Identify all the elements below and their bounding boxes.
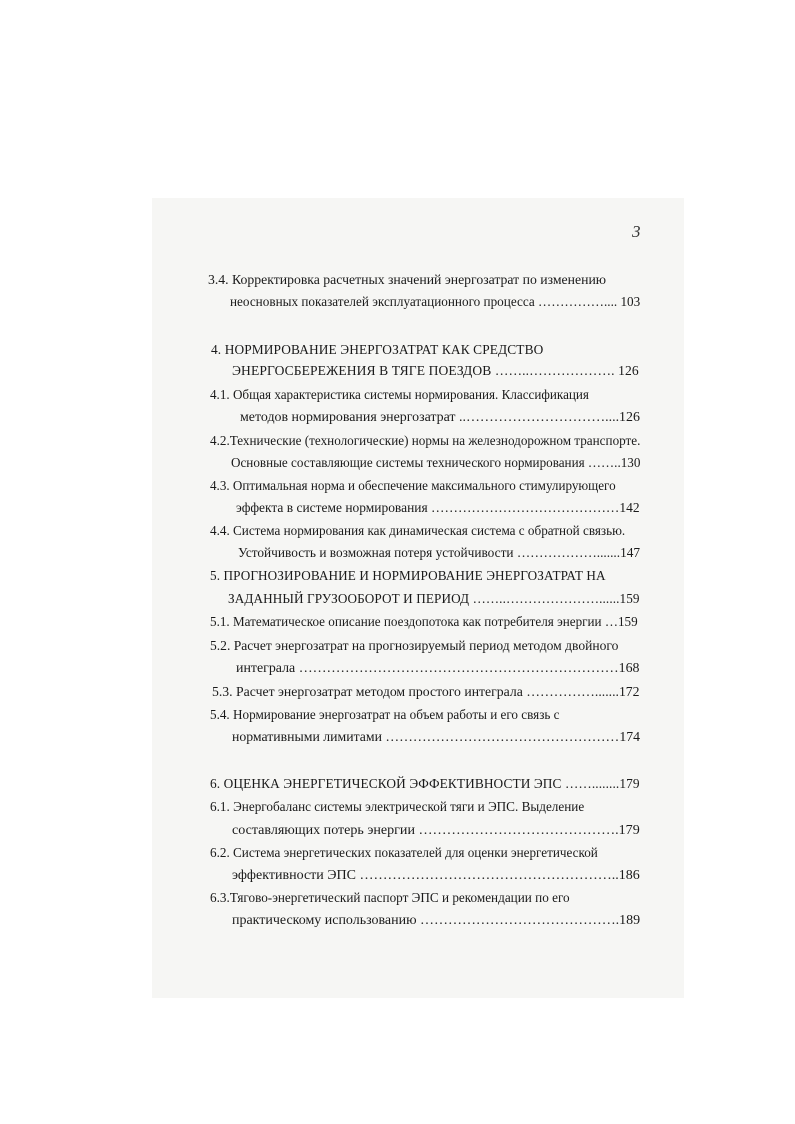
toc-entry-4-4-line-2: Устойчивость и возможная потеря устойчивости ……………….......147 xyxy=(238,545,641,560)
toc-chapter-4-line-2: ЭНЕРГОСБЕРЕЖЕНИЯ В ТЯГЕ ПОЕЗДОВ ……..………………. 126 xyxy=(232,363,639,378)
toc-entry-4-3-line-1: 4.3. Оптимальная норма и обеспечение максимального стимулирующего xyxy=(210,478,616,493)
toc-entry-6-1-line-2: составляющих потерь энергии …………………………………….179 xyxy=(232,822,640,837)
toc-entry-4-2-line-2: Основные составляющие системы технического нормирования ……..130 xyxy=(231,455,641,470)
toc-entry-6-3-line-1: 6.3.Тягово-энергетический паспорт ЭПС и рекомендации по его xyxy=(210,890,570,905)
toc-entry-6-2-line-1: 6.2. Система энергетических показателей для оценки энергетической xyxy=(210,845,598,860)
toc-entry-5-4-line-1: 5.4. Нормирование энергозатрат на объем работы и его связь с xyxy=(210,707,560,722)
toc-entry-6-1-line-1: 6.1. Энергобаланс системы электрической тяги и ЭПС. Выделение xyxy=(210,799,585,814)
toc-entry-5-1: 5.1. Математическое описание поездопотока как потребителя энергии …159 xyxy=(210,614,638,629)
toc-entry-4-4-line-1: 4.4. Система нормирования как динамическая система с обратной связью. xyxy=(210,523,626,538)
toc-chapter-6: 6. ОЦЕНКА ЭНЕРГЕТИЧЕСКОЙ ЭФФЕКТИВНОСТИ ЭПС ……........179 xyxy=(210,776,640,791)
toc-entry-4-3-line-2: эффекта в системе нормирования ……………………………………142 xyxy=(236,500,640,515)
toc-entry-6-2-line-2: эффективности ЭПС ………………………………………………..186 xyxy=(232,867,640,882)
toc-entry-5-4-line-2: нормативными лимитами ……………………………………………174 xyxy=(232,729,640,744)
toc-chapter-5-line-1: 5. ПРОГНОЗИРОВАНИЕ И НОРМИРОВАНИЕ ЭНЕРГОЗАТРАТ НА xyxy=(210,568,606,583)
toc-entry-5-2-line-2: интеграла ……………………………………………………………168 xyxy=(236,660,640,675)
toc-chapter-5-line-2: ЗАДАННЫЙ ГРУЗООБОРОТ И ПЕРИОД ……..…………………......159 xyxy=(228,591,640,606)
page-number: 3 xyxy=(632,222,641,241)
toc-entry-4-1-line-2: методов нормирования энергозатрат ..…………………………....126 xyxy=(240,409,640,424)
toc-entry-4-2-line-1: 4.2.Технические (технологические) нормы на железнодорожном транспорте. xyxy=(210,433,641,448)
toc-entry-5-3: 5.3. Расчет энергозатрат методом простого интеграла …………….......172 xyxy=(212,684,640,699)
toc-chapter-4-line-1: 4. НОРМИРОВАНИЕ ЭНЕРГОЗАТРАТ КАК СРЕДСТВО xyxy=(211,342,544,357)
toc-entry-5-2-line-1: 5.2. Расчет энергозатрат на прогнозируемый период методом двойного xyxy=(210,638,619,653)
toc-entry-6-3-line-2: практическому использованию …………………………………….189 xyxy=(232,912,641,927)
toc-entry-4-1-line-1: 4.1. Общая характеристика системы нормирования. Классификация xyxy=(210,387,589,402)
toc-entry-3-4-line-1: 3.4. Корректировка расчетных значений энергозатрат по изменению xyxy=(208,272,607,287)
toc-entry-3-4-line-2: неосновных показателей эксплуатационного процесса …………….... 103 xyxy=(230,294,641,309)
